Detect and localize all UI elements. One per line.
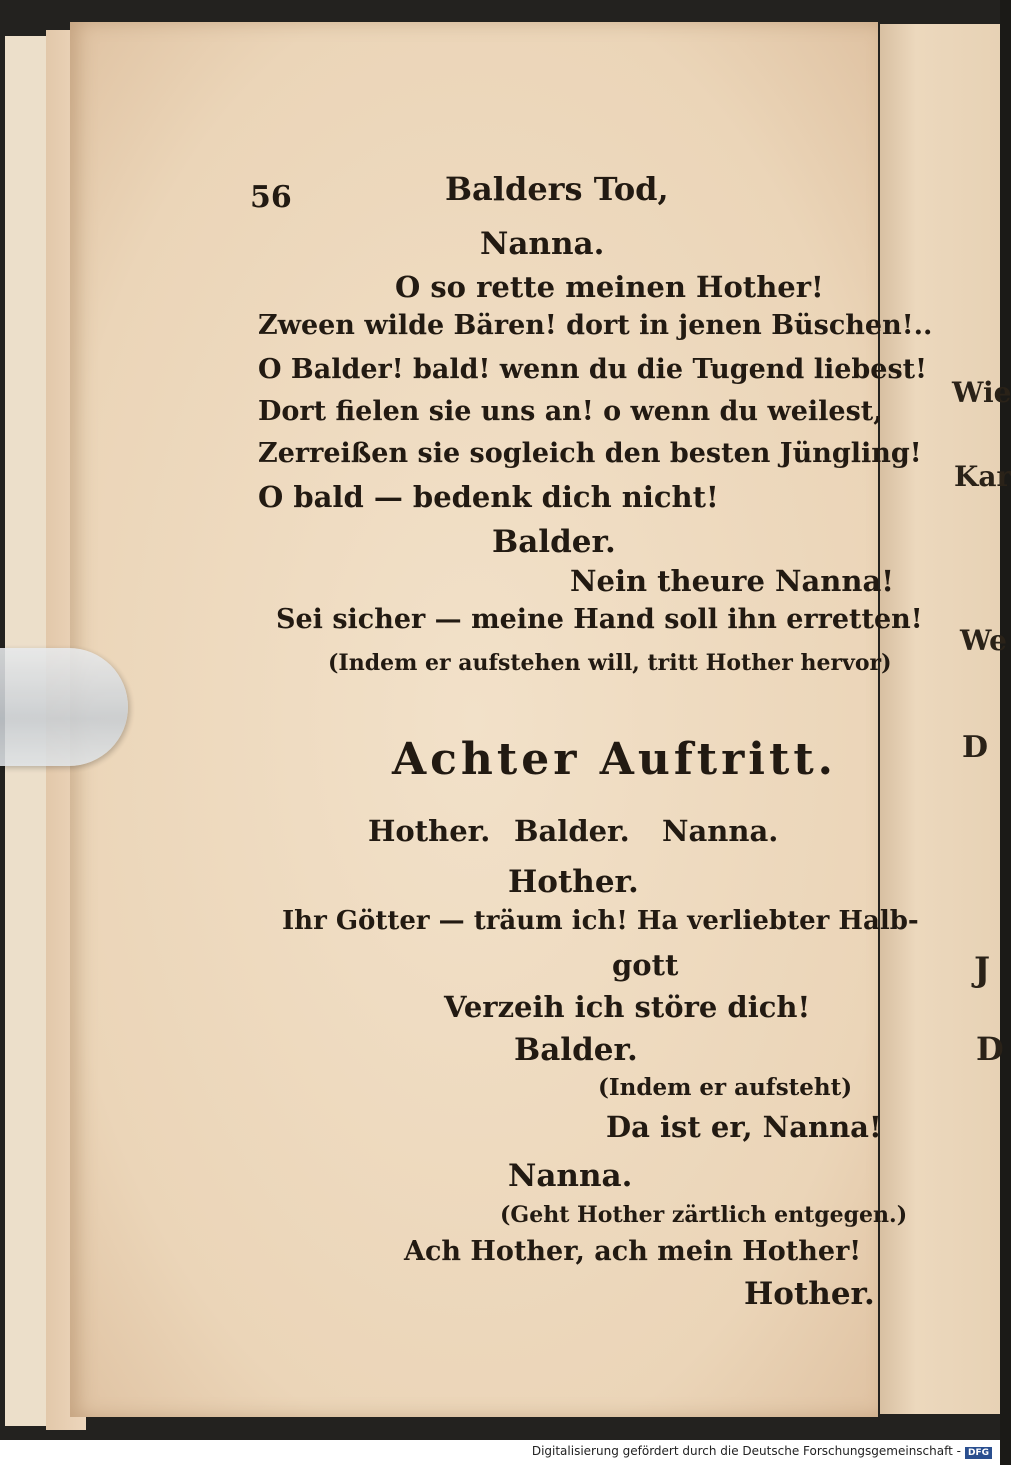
- facing-fragment: D: [962, 730, 989, 765]
- dfg-logo: DFG: [965, 1447, 992, 1459]
- verse-line: Sei sicher — meine Hand soll ihn erretten!: [276, 604, 923, 635]
- verse-line: Nein theure Nanna!: [570, 564, 894, 598]
- verse-line: Zerreißen sie sogleich den besten Jüngling!: [258, 438, 922, 469]
- facing-fragment: Kar: [954, 460, 1011, 493]
- stage-direction: (Indem er aufsteht): [598, 1074, 853, 1101]
- facing-fragment: J: [974, 950, 991, 990]
- running-head: Balders Tod,: [445, 170, 669, 208]
- stage-direction: (Indem er aufstehen will, tritt Hother hervor): [328, 650, 892, 676]
- verse-line: Ihr Götter — träum ich! Ha verliebter Halb-: [282, 906, 919, 936]
- cast-member: Nanna.: [662, 814, 779, 848]
- verse-line: Da ist er, Nanna!: [606, 1110, 882, 1144]
- verse-line: O bald — bedenk dich nicht!: [258, 480, 719, 514]
- page-number: 56: [250, 180, 292, 215]
- scene-title: Achter Auftritt.: [392, 734, 837, 785]
- footer-credit: [532, 1444, 992, 1459]
- verse-line: Dort fielen sie uns an! o wenn du weilest,: [258, 396, 883, 427]
- facing-fragment: D: [976, 1030, 1004, 1068]
- speaker-label: Balder.: [514, 1032, 638, 1068]
- speaker-label: Nanna.: [508, 1158, 633, 1194]
- cast-member: Hother.: [368, 814, 491, 848]
- page-clip: [0, 648, 128, 766]
- verse-line: Verzeih ich störe dich!: [444, 990, 811, 1024]
- cast-member: Balder.: [514, 814, 630, 848]
- speaker-label: Balder.: [492, 524, 616, 560]
- verse-line: O so rette meinen Hother!: [395, 270, 824, 304]
- verse-line: Zween wilde Bären! dort in jenen Büschen!..: [258, 310, 933, 341]
- speaker-label: Hother.: [508, 864, 639, 900]
- speaker-label: Nanna.: [480, 226, 605, 262]
- facing-fragment: Wie: [952, 376, 1011, 409]
- facing-fragment: We: [960, 624, 1007, 657]
- verse-line: O Balder! bald! wenn du die Tugend liebest!: [258, 354, 927, 385]
- verse-line: Ach Hother, ach mein Hother!: [404, 1236, 862, 1267]
- stage-direction: (Geht Hother zärtlich entgegen.): [500, 1202, 908, 1228]
- credit-text: Digitalisierung gefördert durch die Deutsche Forschungsgemeinschaft -: [531, 1444, 961, 1458]
- catchword: Hother.: [744, 1276, 875, 1312]
- verse-line: gott: [612, 948, 679, 982]
